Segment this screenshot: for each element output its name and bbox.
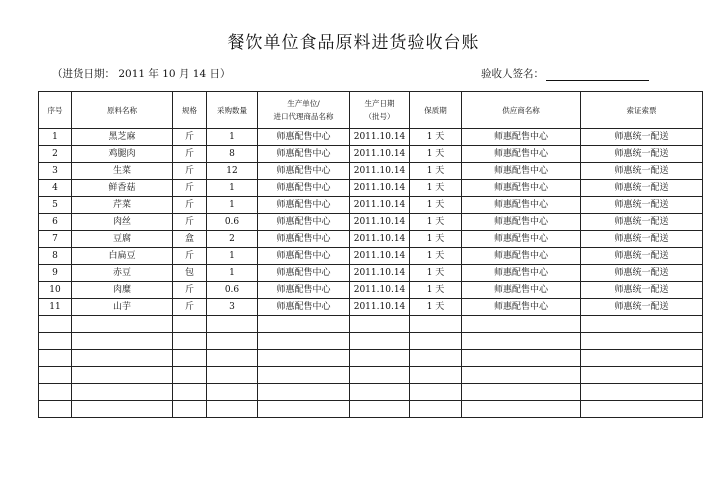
col-spec-cell: 斤 bbox=[173, 248, 207, 265]
table-row bbox=[39, 350, 703, 367]
col-material-name-cell bbox=[72, 384, 173, 401]
col-quantity-cell bbox=[207, 316, 258, 333]
col-spec-cell: 斤 bbox=[173, 180, 207, 197]
col-shelf-life-cell: 1 天 bbox=[410, 299, 462, 316]
col-production-date-cell: 2011.10.14 bbox=[350, 197, 410, 214]
col-quantity-cell: 1 bbox=[207, 180, 258, 197]
col-supplier-cell: 师惠配售中心 bbox=[462, 197, 581, 214]
col-production-date-cell bbox=[350, 401, 410, 418]
col-spec-cell: 包 bbox=[173, 265, 207, 282]
col-manufacturer-cell bbox=[258, 316, 350, 333]
col-manufacturer-cell bbox=[258, 401, 350, 418]
purchase-date-label: （进货日期： bbox=[52, 68, 115, 80]
col-shelf-life-cell bbox=[410, 316, 462, 333]
col-production-date-cell: 2011.10.14 bbox=[350, 231, 410, 248]
table-row bbox=[39, 316, 703, 333]
col-quantity-cell: 8 bbox=[207, 146, 258, 163]
col-index-cell bbox=[39, 350, 72, 367]
signature-line[interactable] bbox=[546, 70, 649, 81]
col-index-cell: 8 bbox=[39, 248, 72, 265]
col-shelf-life-cell: 1 天 bbox=[410, 129, 462, 146]
col-manufacturer-cell: 师惠配售中心 bbox=[258, 231, 350, 248]
col-manufacturer-cell: 师惠配售中心 bbox=[258, 248, 350, 265]
col-material-name-cell: 赤豆 bbox=[72, 265, 173, 282]
table-row bbox=[39, 146, 703, 163]
inspector-signature bbox=[481, 66, 649, 81]
col-index-cell bbox=[39, 333, 72, 350]
col-production-date-cell bbox=[350, 333, 410, 350]
table-row bbox=[39, 333, 703, 350]
col-shelf-life-cell: 1 天 bbox=[410, 248, 462, 265]
col-production-date-header-line2: （批号） bbox=[364, 112, 395, 121]
table-row bbox=[39, 214, 703, 231]
col-shelf-life-cell: 1 天 bbox=[410, 163, 462, 180]
table-row bbox=[39, 180, 703, 197]
col-material-name-cell: 鲜香菇 bbox=[72, 180, 173, 197]
table-row bbox=[39, 163, 703, 180]
col-production-date-cell: 2011.10.14 bbox=[350, 180, 410, 197]
col-shelf-life-cell bbox=[410, 384, 462, 401]
col-quantity-cell: 0.6 bbox=[207, 214, 258, 231]
table-row bbox=[39, 401, 703, 418]
col-quantity-cell: 3 bbox=[207, 299, 258, 316]
col-certificate-cell bbox=[581, 316, 703, 333]
col-spec-cell bbox=[173, 384, 207, 401]
table-row bbox=[39, 367, 703, 384]
table-row bbox=[39, 282, 703, 299]
col-supplier-cell: 师惠配售中心 bbox=[462, 180, 581, 197]
col-manufacturer-header-line1: 生产单位/ bbox=[287, 99, 320, 108]
col-certificate-cell: 师惠统一配送 bbox=[581, 214, 703, 231]
col-quantity-cell: 0.6 bbox=[207, 282, 258, 299]
col-material-name-cell: 芹菜 bbox=[72, 197, 173, 214]
col-manufacturer-cell: 师惠配售中心 bbox=[258, 180, 350, 197]
col-supplier-cell: 师惠配售中心 bbox=[462, 231, 581, 248]
col-material-name-cell: 黑芝麻 bbox=[72, 129, 173, 146]
col-production-date-cell: 2011.10.14 bbox=[350, 163, 410, 180]
col-supplier-cell bbox=[462, 384, 581, 401]
col-certificate-cell bbox=[581, 401, 703, 418]
col-supplier-cell: 师惠配售中心 bbox=[462, 129, 581, 146]
col-quantity-cell: 2 bbox=[207, 231, 258, 248]
col-index-header-line1: 序号 bbox=[47, 105, 63, 115]
col-supplier-cell bbox=[462, 333, 581, 350]
col-shelf-life-header bbox=[410, 92, 462, 129]
col-production-date-cell bbox=[350, 367, 410, 384]
col-certificate-header-line1: 索证索票 bbox=[626, 105, 657, 115]
col-spec-cell bbox=[173, 401, 207, 418]
table-header-row bbox=[39, 92, 703, 129]
col-shelf-life-cell: 1 天 bbox=[410, 214, 462, 231]
col-manufacturer-cell bbox=[258, 333, 350, 350]
col-manufacturer-cell: 师惠配售中心 bbox=[258, 265, 350, 282]
table-row bbox=[39, 265, 703, 282]
col-certificate-cell bbox=[581, 333, 703, 350]
col-material-name-cell: 肉丝 bbox=[72, 214, 173, 231]
col-production-date-cell: 2011.10.14 bbox=[350, 146, 410, 163]
col-shelf-life-cell: 1 天 bbox=[410, 180, 462, 197]
col-spec-cell: 斤 bbox=[173, 146, 207, 163]
col-supplier-cell bbox=[462, 316, 581, 333]
col-spec-header-line1: 规格 bbox=[182, 105, 197, 115]
col-shelf-life-cell: 1 天 bbox=[410, 146, 462, 163]
col-supplier-cell: 师惠配售中心 bbox=[462, 299, 581, 316]
col-production-date-cell: 2011.10.14 bbox=[350, 248, 410, 265]
col-index-cell: 4 bbox=[39, 180, 72, 197]
col-manufacturer-header bbox=[258, 92, 350, 129]
col-supplier-cell: 师惠配售中心 bbox=[462, 282, 581, 299]
col-supplier-cell: 师惠配售中心 bbox=[462, 163, 581, 180]
col-manufacturer-cell: 师惠配售中心 bbox=[258, 146, 350, 163]
col-spec-cell bbox=[173, 367, 207, 384]
col-manufacturer-cell bbox=[258, 350, 350, 367]
table-row bbox=[39, 197, 703, 214]
purchase-date-value: 2011 年 10 月 14 日） bbox=[118, 68, 231, 80]
col-material-name-cell bbox=[72, 367, 173, 384]
col-manufacturer-cell: 师惠配售中心 bbox=[258, 282, 350, 299]
col-certificate-cell bbox=[581, 367, 703, 384]
col-index-cell: 5 bbox=[39, 197, 72, 214]
col-spec-cell: 斤 bbox=[173, 163, 207, 180]
col-shelf-life-cell bbox=[410, 367, 462, 384]
col-quantity-cell: 1 bbox=[207, 248, 258, 265]
col-shelf-life-cell: 1 天 bbox=[410, 265, 462, 282]
col-certificate-cell: 师惠统一配送 bbox=[581, 197, 703, 214]
col-index-cell bbox=[39, 367, 72, 384]
col-supplier-cell: 师惠配售中心 bbox=[462, 146, 581, 163]
col-index-cell bbox=[39, 401, 72, 418]
col-certificate-cell: 师惠统一配送 bbox=[581, 180, 703, 197]
col-spec-cell: 斤 bbox=[173, 282, 207, 299]
col-shelf-life-cell: 1 天 bbox=[410, 231, 462, 248]
col-index-header bbox=[39, 92, 72, 129]
col-index-cell: 11 bbox=[39, 299, 72, 316]
col-manufacturer-cell: 师惠配售中心 bbox=[258, 299, 350, 316]
page-title: 餐饮单位食品原料进货验收台账 bbox=[227, 33, 480, 53]
col-manufacturer-cell: 师惠配售中心 bbox=[258, 197, 350, 214]
col-production-date-cell: 2011.10.14 bbox=[350, 214, 410, 231]
col-quantity-cell: 1 bbox=[207, 265, 258, 282]
col-shelf-life-cell bbox=[410, 333, 462, 350]
table-row bbox=[39, 299, 703, 316]
col-supplier-cell bbox=[462, 401, 581, 418]
col-supplier-cell bbox=[462, 350, 581, 367]
col-quantity-cell bbox=[207, 333, 258, 350]
col-index-cell bbox=[39, 384, 72, 401]
col-spec-cell bbox=[173, 350, 207, 367]
col-spec-cell: 斤 bbox=[173, 197, 207, 214]
col-material-name-cell: 生菜 bbox=[72, 163, 173, 180]
table-row bbox=[39, 248, 703, 265]
col-index-cell: 10 bbox=[39, 282, 72, 299]
col-production-date-cell: 2011.10.14 bbox=[350, 282, 410, 299]
col-material-name-cell bbox=[72, 350, 173, 367]
col-quantity-header-line1: 采购数量 bbox=[217, 105, 247, 115]
col-manufacturer-cell bbox=[258, 367, 350, 384]
col-certificate-header bbox=[581, 92, 703, 129]
col-production-date-cell bbox=[350, 384, 410, 401]
col-certificate-cell: 师惠统一配送 bbox=[581, 265, 703, 282]
col-certificate-cell: 师惠统一配送 bbox=[581, 146, 703, 163]
col-certificate-cell: 师惠统一配送 bbox=[581, 163, 703, 180]
col-index-cell: 7 bbox=[39, 231, 72, 248]
col-certificate-cell bbox=[581, 384, 703, 401]
col-material-name-cell: 白扁豆 bbox=[72, 248, 173, 265]
ledger-table bbox=[38, 91, 703, 418]
col-manufacturer-header-line2: 进口代理商品名称 bbox=[273, 112, 334, 121]
col-shelf-life-cell bbox=[410, 401, 462, 418]
table-row bbox=[39, 384, 703, 401]
col-index-cell: 9 bbox=[39, 265, 72, 282]
col-certificate-cell: 师惠统一配送 bbox=[581, 231, 703, 248]
col-quantity-cell: 1 bbox=[207, 129, 258, 146]
col-index-cell bbox=[39, 316, 72, 333]
col-quantity-cell: 1 bbox=[207, 197, 258, 214]
table-row bbox=[39, 129, 703, 146]
col-index-cell: 6 bbox=[39, 214, 72, 231]
col-manufacturer-cell: 师惠配售中心 bbox=[258, 129, 350, 146]
col-material-name-cell: 肉糜 bbox=[72, 282, 173, 299]
col-quantity-cell: 12 bbox=[207, 163, 258, 180]
col-shelf-life-cell: 1 天 bbox=[410, 197, 462, 214]
col-material-name-header-line1: 原料名称 bbox=[107, 105, 137, 115]
col-certificate-cell: 师惠统一配送 bbox=[581, 248, 703, 265]
col-manufacturer-cell: 师惠配售中心 bbox=[258, 214, 350, 231]
col-manufacturer-cell: 师惠配售中心 bbox=[258, 163, 350, 180]
col-spec-cell: 斤 bbox=[173, 129, 207, 146]
col-index-cell: 3 bbox=[39, 163, 72, 180]
col-supplier-header-line1: 供应商名称 bbox=[502, 105, 540, 115]
col-production-date-header bbox=[350, 92, 410, 129]
col-supplier-header bbox=[462, 92, 581, 129]
col-certificate-cell: 师惠统一配送 bbox=[581, 299, 703, 316]
col-supplier-cell: 师惠配售中心 bbox=[462, 265, 581, 282]
col-production-date-cell: 2011.10.14 bbox=[350, 265, 410, 282]
col-supplier-cell bbox=[462, 367, 581, 384]
col-index-cell: 2 bbox=[39, 146, 72, 163]
col-shelf-life-cell: 1 天 bbox=[410, 282, 462, 299]
col-certificate-cell: 师惠统一配送 bbox=[581, 129, 703, 146]
col-spec-cell: 盒 bbox=[173, 231, 207, 248]
col-production-date-cell bbox=[350, 350, 410, 367]
col-production-date-cell: 2011.10.14 bbox=[350, 299, 410, 316]
col-production-date-cell bbox=[350, 316, 410, 333]
col-certificate-cell bbox=[581, 350, 703, 367]
col-material-name-cell bbox=[72, 316, 173, 333]
inspector-signature-label: 验收人签名： bbox=[481, 68, 544, 80]
col-index-cell: 1 bbox=[39, 129, 72, 146]
table-body bbox=[39, 129, 703, 418]
col-spec-cell bbox=[173, 333, 207, 350]
col-spec-cell bbox=[173, 316, 207, 333]
col-material-name-header bbox=[72, 92, 173, 129]
col-shelf-life-cell bbox=[410, 350, 462, 367]
col-supplier-cell: 师惠配售中心 bbox=[462, 214, 581, 231]
col-material-name-cell: 豆腐 bbox=[72, 231, 173, 248]
col-quantity-cell bbox=[207, 384, 258, 401]
col-spec-cell: 斤 bbox=[173, 299, 207, 316]
col-material-name-cell bbox=[72, 333, 173, 350]
col-shelf-life-header-line1: 保质期 bbox=[424, 105, 447, 115]
col-quantity-cell bbox=[207, 350, 258, 367]
table-row bbox=[39, 231, 703, 248]
col-certificate-cell: 师惠统一配送 bbox=[581, 282, 703, 299]
col-material-name-cell: 鸡腿肉 bbox=[72, 146, 173, 163]
col-production-date-header-line1: 生产日期 bbox=[364, 99, 395, 108]
purchase-date bbox=[52, 66, 230, 81]
col-production-date-cell: 2011.10.14 bbox=[350, 129, 410, 146]
col-supplier-cell: 师惠配售中心 bbox=[462, 248, 581, 265]
col-spec-header bbox=[173, 92, 207, 129]
col-material-name-cell: 山芋 bbox=[72, 299, 173, 316]
col-quantity-cell bbox=[207, 367, 258, 384]
col-quantity-cell bbox=[207, 401, 258, 418]
col-manufacturer-cell bbox=[258, 384, 350, 401]
col-spec-cell: 斤 bbox=[173, 214, 207, 231]
col-material-name-cell bbox=[72, 401, 173, 418]
col-quantity-header bbox=[207, 92, 258, 129]
